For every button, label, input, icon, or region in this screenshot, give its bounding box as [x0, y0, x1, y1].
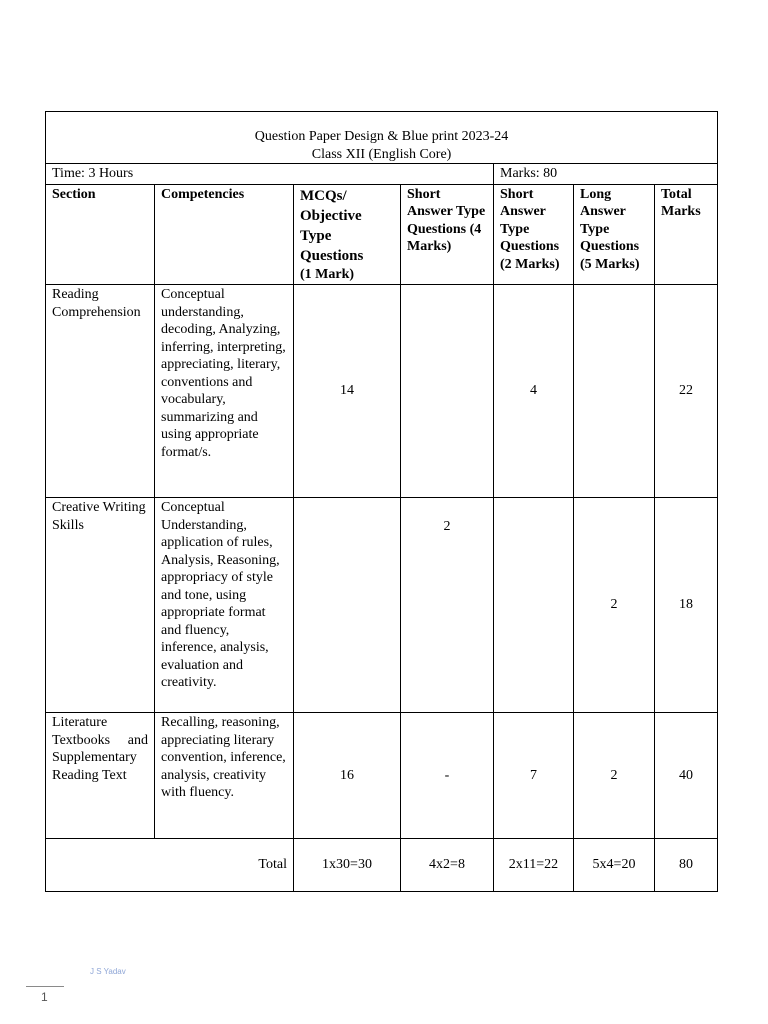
section-cell: Reading Comprehension: [46, 285, 155, 498]
header-mcq-marks: (1 Mark): [300, 266, 355, 282]
long5-cell: 2: [574, 713, 655, 839]
short4-cell: 2: [401, 498, 494, 713]
page-number: 1: [41, 990, 48, 1004]
total-short4: 4x2=8: [401, 839, 494, 892]
long5-cell: 2: [574, 498, 655, 713]
total-cell: 18: [655, 498, 718, 713]
total-cell: 40: [655, 713, 718, 839]
header-mcq: [294, 184, 401, 285]
table-row: [46, 498, 718, 713]
header-short-4: Short Answer Type Questions (4 Marks): [401, 184, 494, 285]
table-row: [46, 713, 718, 839]
marks-cell: Marks: 80: [494, 164, 718, 185]
title-cell: [46, 112, 718, 164]
document-subtitle: Class XII (English Core): [311, 146, 452, 162]
short2-cell: [494, 498, 574, 713]
header-mcq-label: MCQs/ Objective Type Questions: [300, 187, 364, 264]
time-cell: Time: 3 Hours: [46, 164, 494, 185]
header-short-2: Short Answer Type Questions (2 Marks): [494, 184, 574, 285]
total-cell: 22: [655, 285, 718, 498]
time-marks-row: [46, 164, 718, 185]
total-long5: 5x4=20: [574, 839, 655, 892]
total-short2: 2x11=22: [494, 839, 574, 892]
header-long-5: Long Answer Type Questions (5 Marks): [574, 184, 655, 285]
total-row: [46, 839, 718, 892]
header-competencies: Competencies: [155, 184, 294, 285]
total-mcq: 1x30=30: [294, 839, 401, 892]
competencies-cell: Recalling, reasoning, appreciating literary convention, inference, analysis, creativity with fluency.: [155, 713, 294, 839]
document-title: Question Paper Design & Blue print 2023-24: [254, 129, 509, 144]
total-label: Total: [46, 839, 294, 892]
title-row: [46, 112, 718, 164]
section-cell: Creative Writing Skills: [46, 498, 155, 713]
short4-cell: -: [401, 713, 494, 839]
table-row: [46, 285, 718, 498]
footer-author: J S Yadav: [90, 967, 126, 976]
short4-cell: [401, 285, 494, 498]
competencies-cell: Conceptual Understanding, application of rules, Analysis, Reasoning, appropriacy of style and tone, using appropriate format and fluency, inference, analysis, evaluation and creativity.: [155, 498, 294, 713]
header-section: Section: [46, 184, 155, 285]
short2-cell: 4: [494, 285, 574, 498]
mcq-cell: 14: [294, 285, 401, 498]
header-total: Total Marks: [655, 184, 718, 285]
blueprint-table: [45, 111, 718, 892]
long5-cell: [574, 285, 655, 498]
mcq-cell: [294, 498, 401, 713]
footer-rule: [26, 986, 64, 987]
header-row: [46, 184, 718, 285]
section-cell: Literature Textbooks and Supplementary Reading Text: [46, 713, 155, 839]
competencies-cell: Conceptual understanding, decoding, Analyzing, inferring, interpreting, appreciating, literary, conventions and vocabulary, summarizing and using appropriate format/s.: [155, 285, 294, 498]
total-marks: 80: [655, 839, 718, 892]
mcq-cell: 16: [294, 713, 401, 839]
short2-cell: 7: [494, 713, 574, 839]
